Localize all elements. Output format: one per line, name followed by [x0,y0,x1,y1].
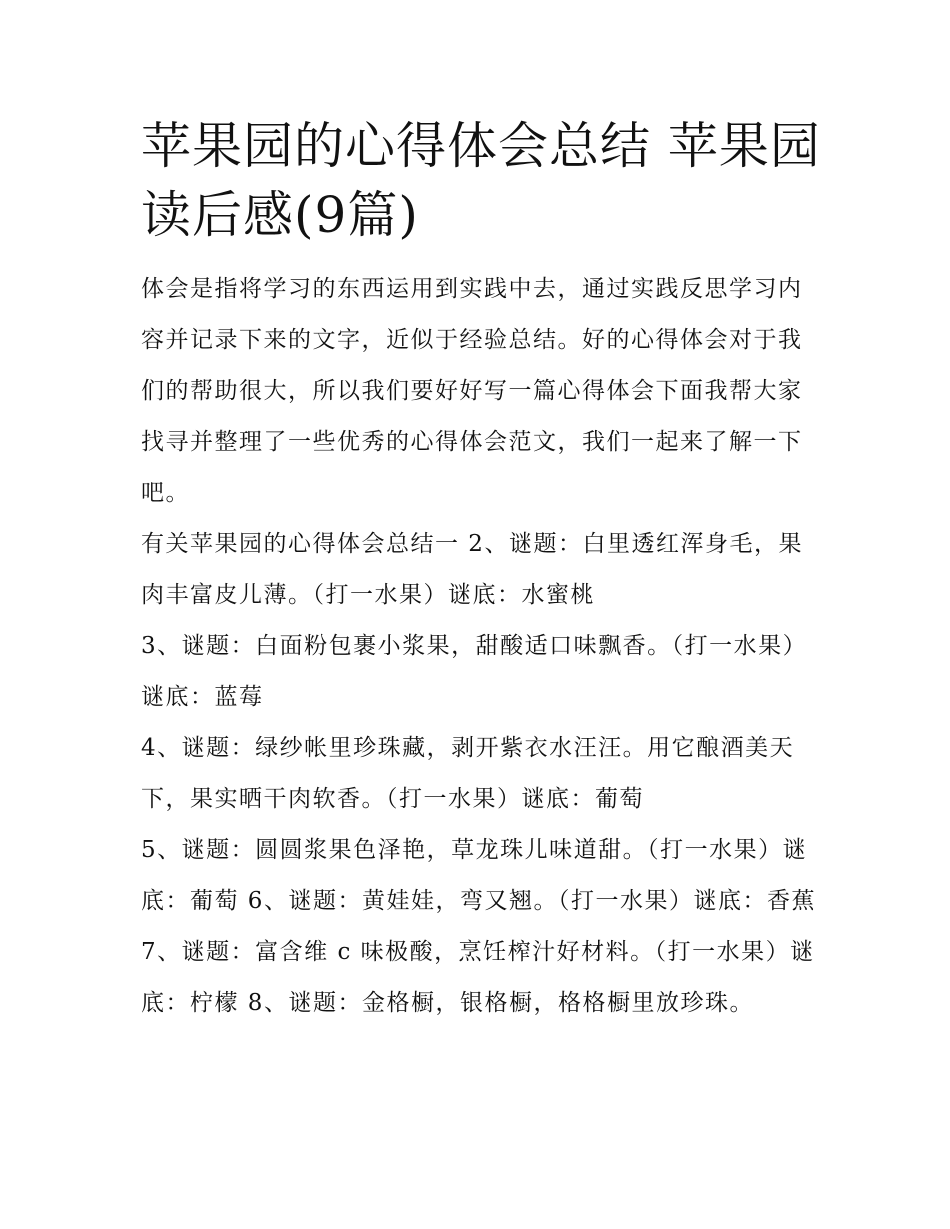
document-page [141,112,821,1029]
riddle-paragraph-7-8: 7、谜题：富含维 c 味极酸，烹饪榨汁好材料。（打一水果）谜底：柠檬 8、谜题：金格橱，银格橱，格格橱里放珍珠。 [141,939,815,1016]
riddle-paragraph-5-6: 5、谜题：圆圆浆果色泽艳，草龙珠儿味道甜。（打一水果）谜底：葡萄 6、谜题：黄娃娃，弯又翘。（打一水果）谜底：香蕉 [141,837,816,914]
riddle-paragraph-3: 3、谜题：白面粉包裹小浆果，甜酸适口味飘香。（打一水果）谜底：蓝莓 [141,633,808,710]
riddle-paragraph-2: 有关苹果园的心得体会总结一 2、谜题：白里透红浑身毛，果肉丰富皮儿薄。（打一水果）谜底：水蜜桃 [141,531,803,608]
riddle-paragraph-4: 4、谜题：绿纱帐里珍珠藏，剥开紫衣水汪汪。用它酿酒美天下，果实晒干肉软香。（打一水果）谜底：葡萄 [141,735,795,812]
document-body [141,264,821,1029]
intro-paragraph: 体会是指将学习的东西运用到实践中去，通过实践反思学习内容并记录下来的文字，近似于经验总结。好的心得体会对于我们的帮助很大，所以我们要好好写一篇心得体会下面我帮大家找寻并整理了一些优秀的心得体会范文，我们一起来了解一下吧。 [141,276,803,506]
document-title: 苹果园的心得体会总结 苹果园读后感(9篇) [141,117,821,244]
